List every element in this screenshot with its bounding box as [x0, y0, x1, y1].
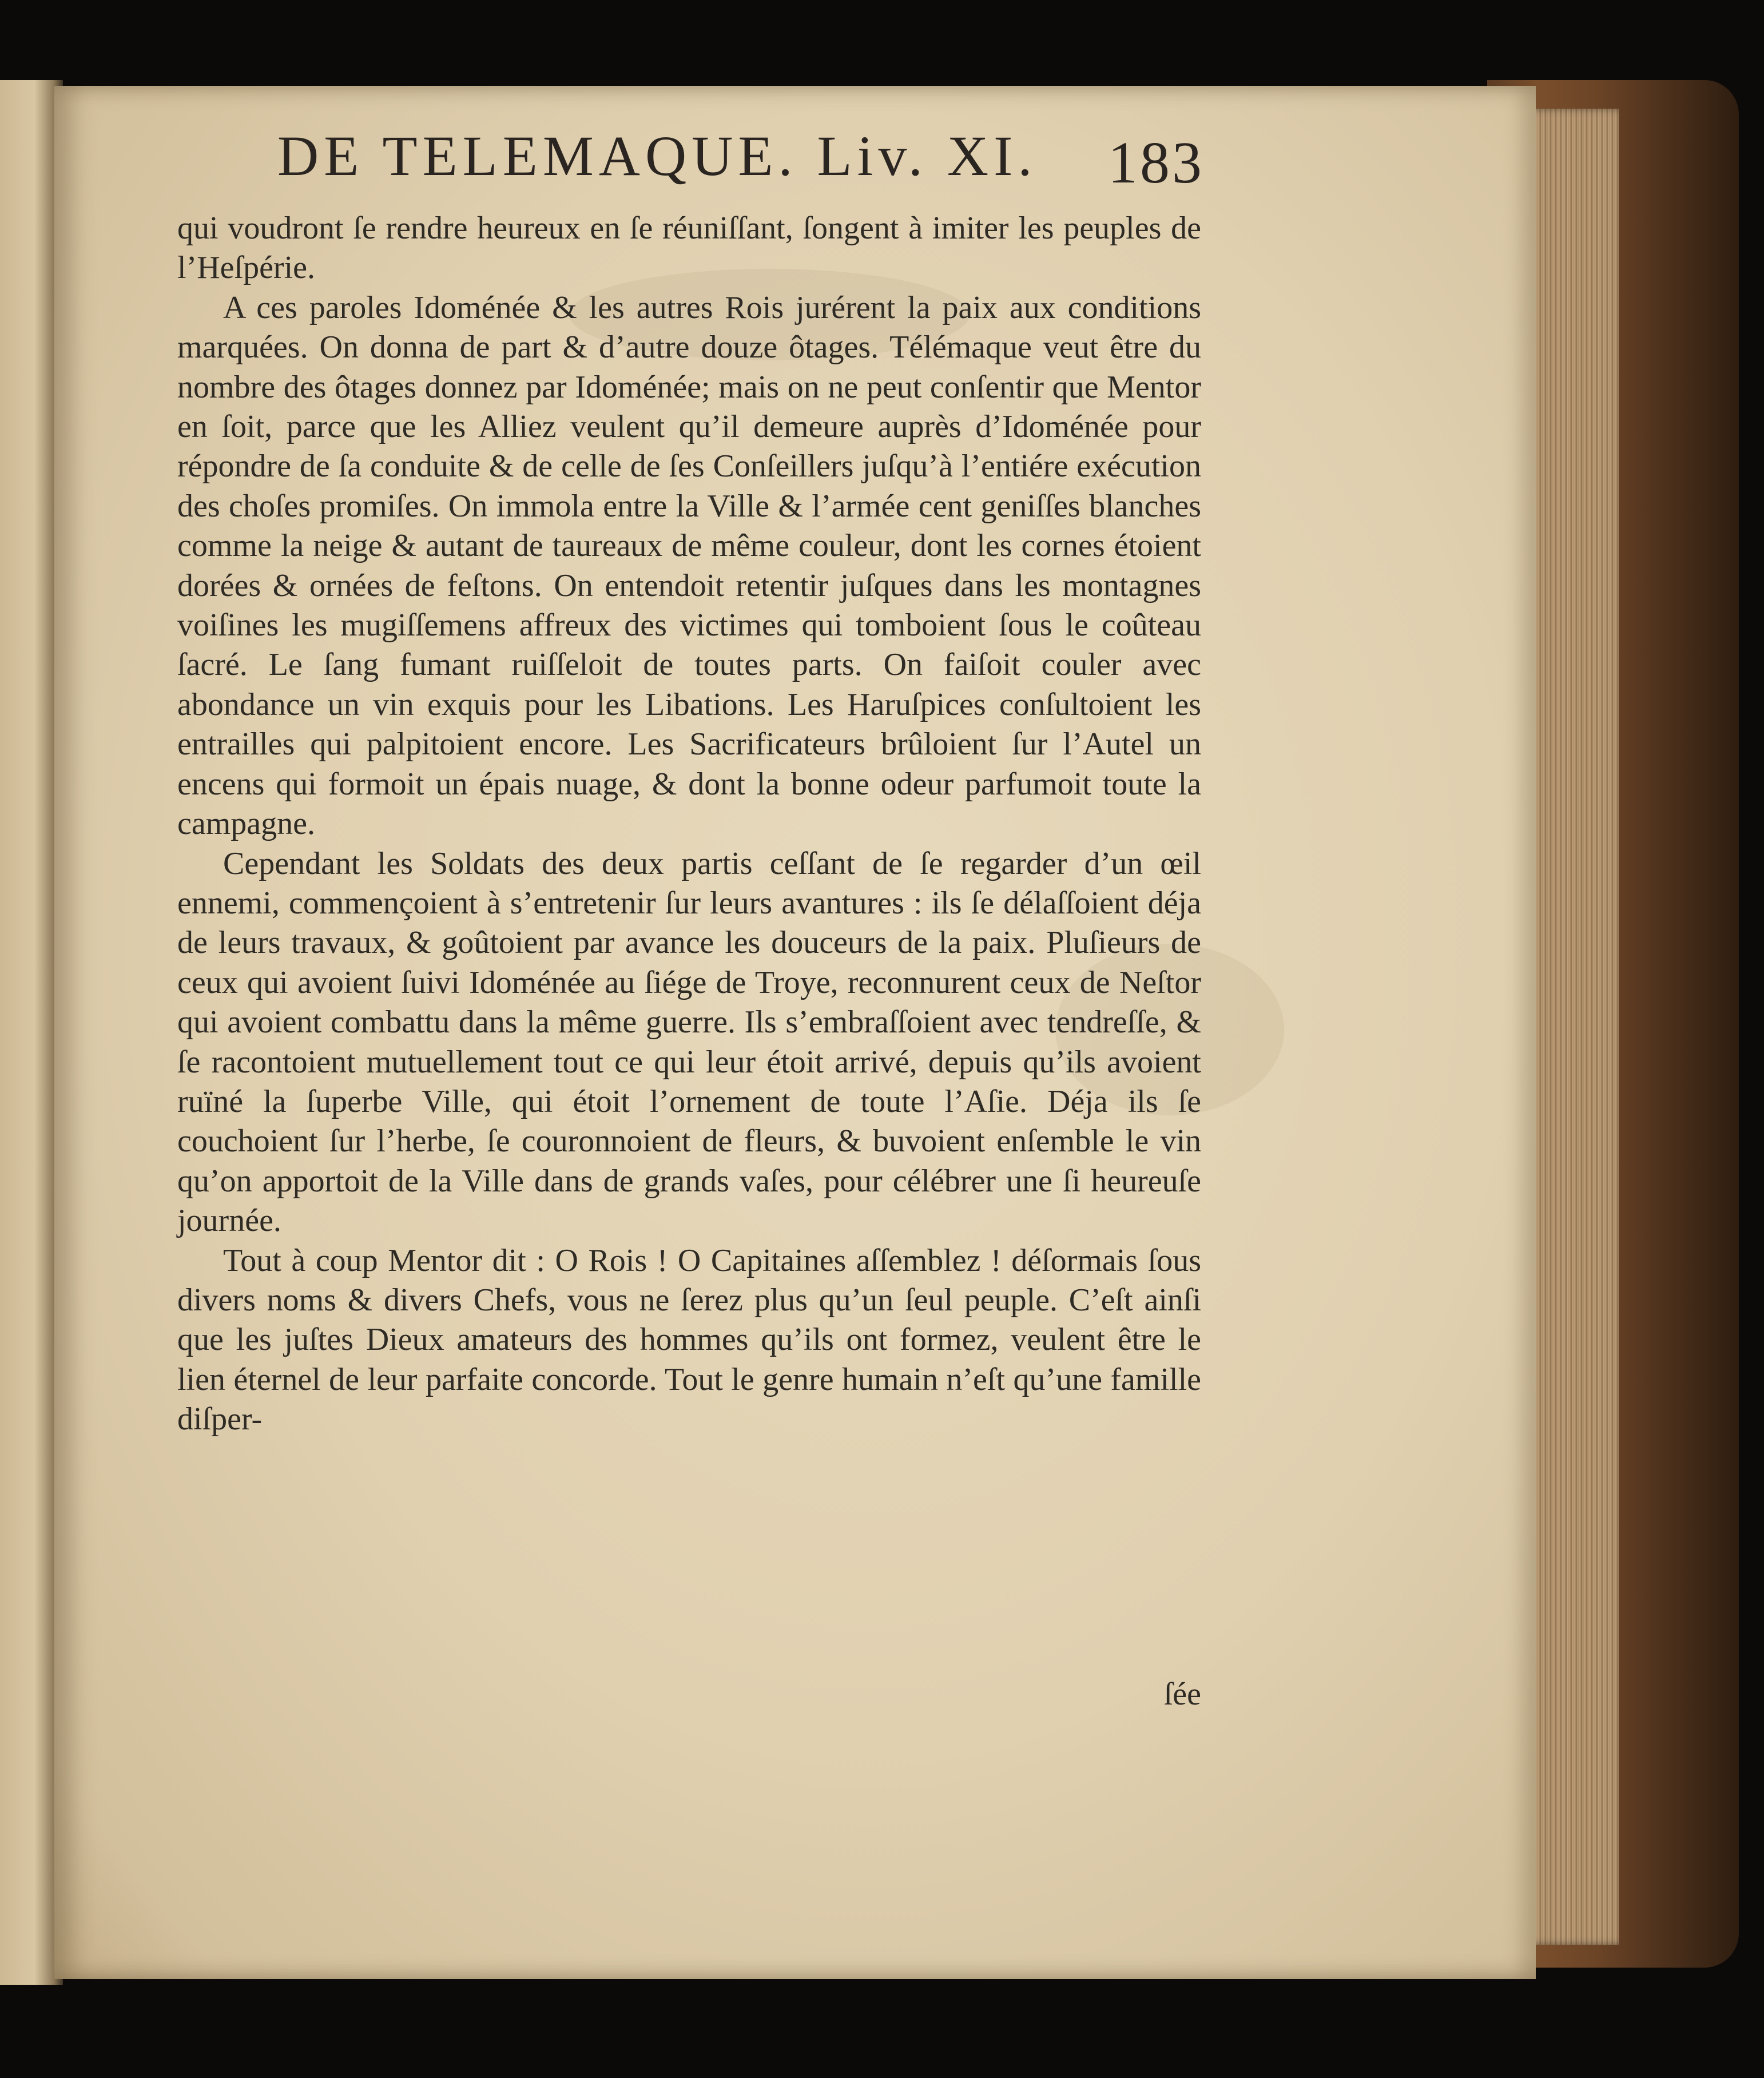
page-fore-edge — [1521, 109, 1619, 1945]
catchword: ſée — [1163, 1676, 1201, 1712]
running-head — [277, 123, 1204, 203]
previous-page-edge — [0, 80, 63, 1985]
paragraph: qui voudront ſe rendre heureux en ſe réuniſſant, ſongent à imiter les peuples de l’Heſpérie. — [177, 210, 1201, 286]
page-number: 183 — [1108, 130, 1204, 196]
running-head-title: DE TELEMAQUE. Liv. XI. — [277, 124, 1038, 188]
paragraph: A ces paroles Idoménée & les autres Rois jurérent la paix aux conditions marquées. On donna de part & d’autre douze ôtages. Télémaque veut être du nombre des ôtages donnez par Idoménée; mais on ne peut conſentir que Mentor en ſoit, parce que les Alliez veulent qu’il demeure auprès d’Idoménée pour répondre de ſa conduite & de celle de ſes Conſeillers juſqu’à l’entiére exécution des choſes promiſes. On immola entre la Ville & l’armée cent geniſſes blanches comme la neige & autant de taureaux de même couleur, dont les cornes étoient dorées & ornées de feſtons. On entendoit retentir juſques dans les montagnes voiſines les mugiſſemens affreux des victimes qui tomboient ſous le coûteau ſacré. Le ſang fumant ruiſſeloit de toutes parts. On faiſoit couler avec abondance un vin exquis pour les Libations. Les Haruſpices conſultoient les entrailles qui palpitoient encore. Les Sacrificateurs brûloient ſur l’Autel un encens qui formoit un épais nuage, & dont la bonne odeur parfumoit toute la campagne. — [177, 289, 1201, 842]
body-text — [177, 209, 1201, 1440]
paragraph: Cependant les Soldats des deux partis ceſſant de ſe regarder d’un œil ennemi, commençoient à s’entretenir ſur leurs avantures : ils ſe délaſſoient déja de leurs travaux, & goûtoient par avance les douceurs de la paix. Pluſieurs de ceux qui avoient ſuivi Idoménée au ſiége de Troye, reconnurent ceux de Neſtor qui avoient combattu dans la même guerre. Ils s’embraſſoient avec tendreſſe, & ſe racontoient mutuellement tout ce qui leur étoit arrivé, depuis qu’ils avoient ruïné la ſuperbe Ville, qui étoit l’ornement de toute l’Aſie. Déja ils ſe couchoient ſur l’herbe, ſe couronnoient de fleurs, & buvoient enſemble le vin qu’on apportoit de la Ville dans de grands vaſes, pour célébrer une ſi heureuſe journée. — [177, 845, 1201, 1239]
paragraph: Tout à coup Mentor dit : O Rois ! O Capitaines aſſemblez ! déſormais ſous divers noms & divers Chefs, vous ne ſerez plus qu’un ſeul peuple. C’eſt ainſi que les juſtes Dieux amateurs des hommes qu’ils ont formez, veulent être le lien éternel de leur parfaite concorde. Tout le genre humain n’eſt qu’une famille diſper- — [177, 1242, 1201, 1437]
